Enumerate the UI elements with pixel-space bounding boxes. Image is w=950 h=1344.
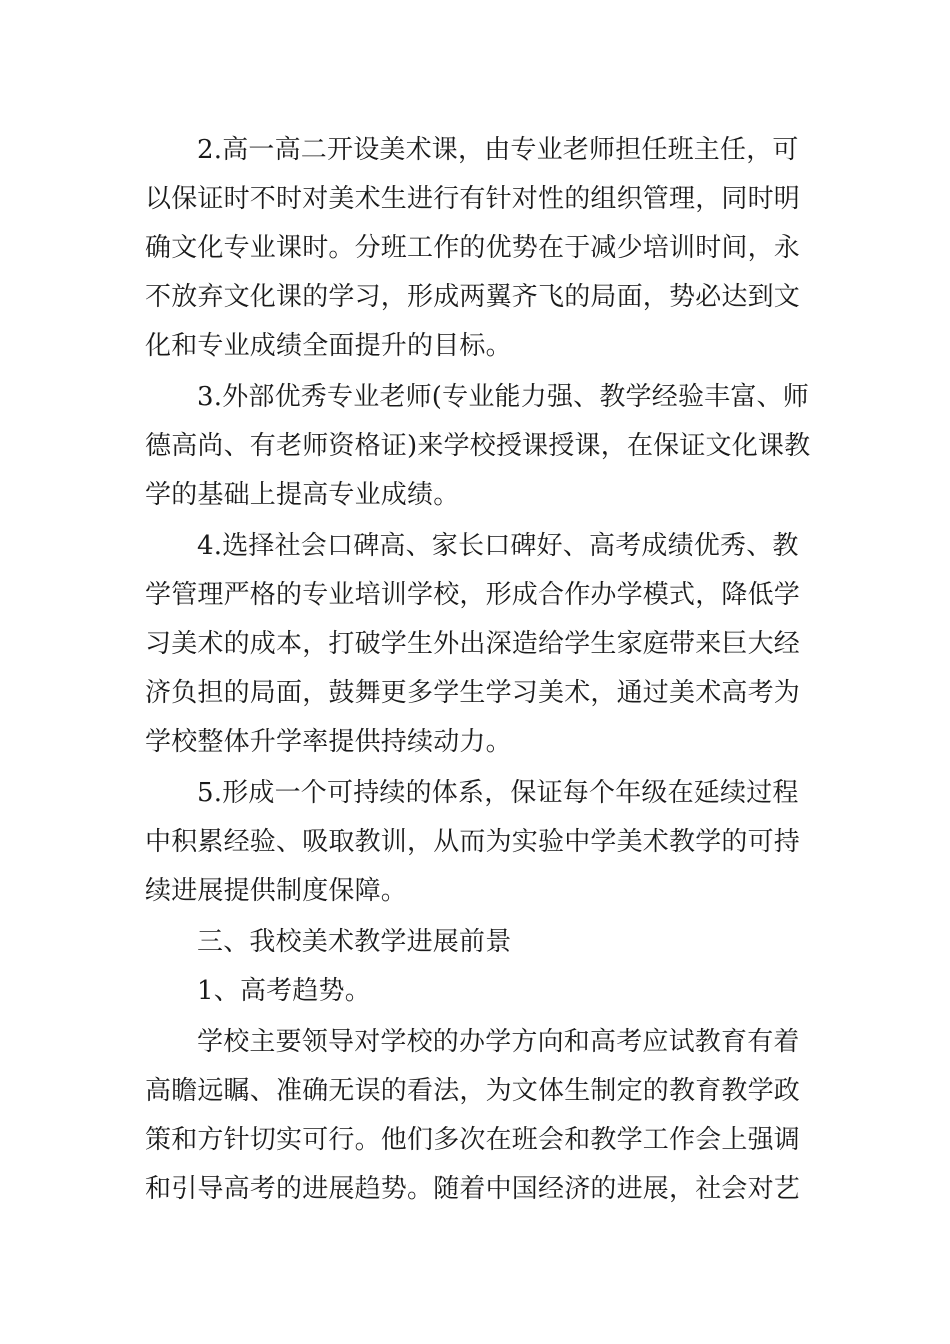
- text-line: 5.形成一个可持续的体系，保证每个年级在延续过程: [197, 778, 799, 808]
- text-line: 习美术的成本，打破学生外出深造给学生家庭带来巨大经: [145, 629, 801, 659]
- subsection-heading: 1、高考趋势。: [197, 976, 371, 1006]
- text-line: 学校主要领导对学校的办学方向和高考应试教育有着: [197, 1027, 800, 1057]
- text-line: 学校整体升学率提供持续动力。: [145, 727, 512, 757]
- text-line: 3.外部优秀专业老师(专业能力强、教学经验丰富、师: [197, 382, 809, 412]
- text-line: 2.高一高二开设美术课，由专业老师担任班主任，可: [197, 135, 799, 165]
- text-line: 4.选择社会口碑高、家长口碑好、高考成绩优秀、教: [197, 531, 799, 561]
- text-line: 学的基础上提高专业成绩。: [145, 480, 460, 510]
- section-heading: 三、我校美术教学进展前景: [197, 927, 512, 957]
- text-line: 和引导高考的进展趋势。随着中国经济的进展，社会对艺: [145, 1174, 801, 1204]
- text-line: 不放弃文化课的学习，形成两翼齐飞的局面，势必达到文: [145, 282, 801, 312]
- text-line: 中积累经验、吸取教训，从而为实验中学美术教学的可持: [145, 827, 801, 857]
- text-line: 确文化专业课时。分班工作的优势在于减少培训时间，永: [145, 233, 801, 263]
- text-line: 策和方针切实可行。他们多次在班会和教学工作会上强调: [145, 1125, 801, 1155]
- text-line: 以保证时不时对美术生进行有针对性的组织管理，同时明: [145, 184, 801, 214]
- text-line: 化和专业成绩全面提升的目标。: [145, 331, 512, 361]
- text-line: 德高尚、有老师资格证)来学校授课授课，在保证文化课教: [145, 431, 811, 461]
- text-line: 高瞻远瞩、准确无误的看法，为文体生制定的教育教学政: [145, 1076, 801, 1106]
- text-line: 学管理严格的专业培训学校，形成合作办学模式，降低学: [145, 580, 801, 610]
- text-line: 续进展提供制度保障。: [145, 876, 408, 906]
- text-line: 济负担的局面，鼓舞更多学生学习美术，通过美术高考为: [145, 678, 801, 708]
